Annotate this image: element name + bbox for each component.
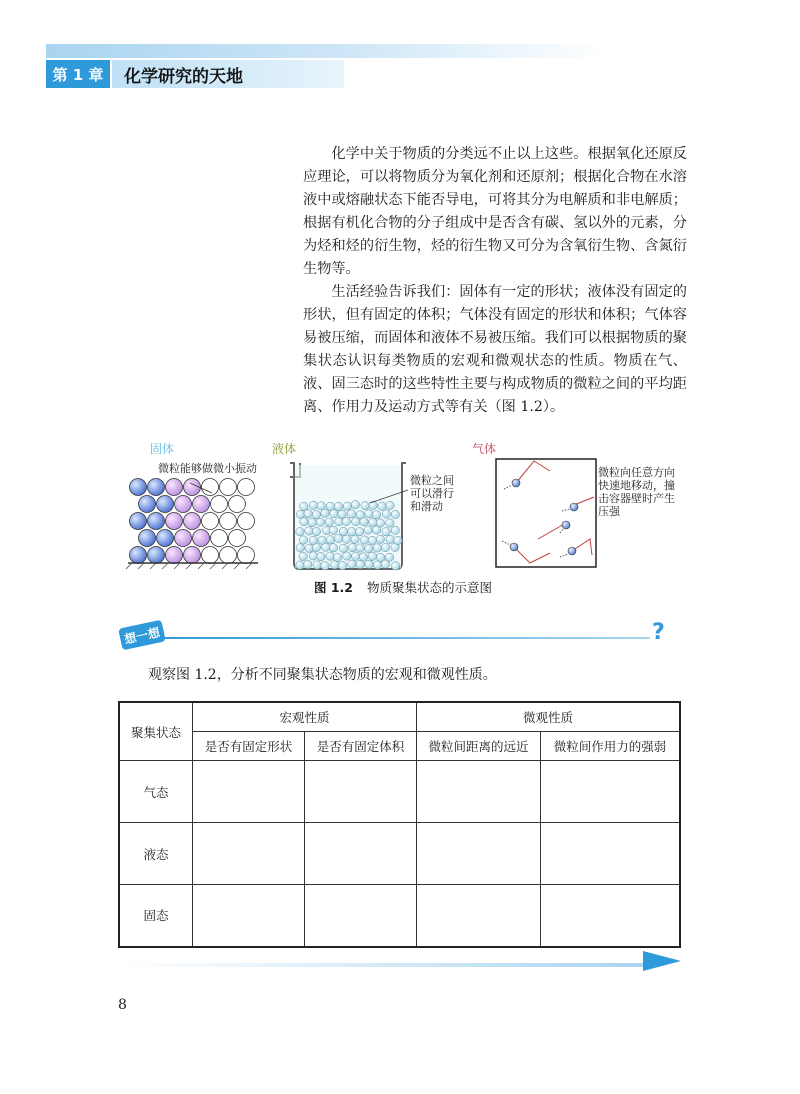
- solid-particle: [148, 479, 165, 496]
- liquid-particle: [351, 535, 359, 543]
- liquid-particle: [339, 527, 347, 535]
- solid-particle: [229, 496, 246, 513]
- liquid-particle: [365, 560, 373, 568]
- figure-caption: [314, 578, 492, 596]
- liquid-label: 液体: [272, 442, 297, 456]
- solid-particle: [148, 547, 165, 564]
- solid-particle: [202, 547, 219, 564]
- liquid-particle: [299, 536, 307, 544]
- solid-particle: [238, 479, 255, 496]
- table-cell[interactable]: [193, 823, 305, 885]
- liquid-particle: [361, 501, 369, 509]
- table-cell[interactable]: [417, 885, 541, 947]
- solid-particle: [184, 547, 201, 564]
- liquid-particle: [342, 535, 350, 543]
- liquid-particle: [352, 552, 360, 560]
- liquid-annotation-line: 微粒之间: [410, 474, 454, 487]
- liquid-annotation-line: 和滑动: [410, 500, 443, 513]
- liquid-particle: [364, 526, 372, 534]
- table-cell[interactable]: [305, 823, 417, 885]
- liquid-particle: [376, 535, 384, 543]
- liquid-particle: [369, 518, 377, 526]
- arrow-icon: [643, 951, 681, 971]
- subheader-shape: 是否有固定形状: [193, 732, 305, 761]
- micro-header: 微观性质: [417, 702, 681, 732]
- liquid-particle: [386, 501, 394, 509]
- properties-table: [118, 701, 681, 948]
- liquid-particle: [317, 502, 325, 510]
- liquid-annotation-line: 可以滑行: [410, 487, 454, 500]
- liquid-particle: [394, 536, 402, 544]
- table-cell[interactable]: [193, 761, 305, 823]
- solid-particle: [139, 530, 156, 547]
- solid-particle: [211, 530, 228, 547]
- liquid-particle: [317, 552, 325, 560]
- liquid-particle: [376, 553, 384, 561]
- liquid-particle: [329, 544, 337, 552]
- table-cell[interactable]: [417, 761, 541, 823]
- liquid-particle: [334, 502, 342, 510]
- figure-number: 图 1.2: [314, 580, 353, 595]
- chapter-number: 第 1 章: [46, 60, 110, 88]
- solid-lattice: [126, 479, 258, 570]
- liquid-particle: [365, 545, 373, 553]
- solid-particle: [157, 496, 174, 513]
- row-label: 液态: [119, 823, 193, 885]
- gas-annotation-line: 击容器壁时产生: [598, 492, 675, 505]
- liquid-particle: [309, 501, 317, 509]
- liquid-particle: [368, 552, 376, 560]
- paragraph-2: 生活经验告诉我们：固体有一定的形状；液体没有固定的形状，但有固定的体积；气体没有固定的形状和体积；气体容易被压缩，而固体和液体不易被压缩。我们可以根据物质的聚集状态认识每类物质的宏观和微观状态的性质。物质在气、液、固三态时的这些特性主要与构成物质的微粒之间的平均距离、作用力及运动方式等有关（图 1.2）。: [303, 284, 687, 415]
- table-cell[interactable]: [541, 823, 681, 885]
- liquid-particle: [338, 561, 346, 569]
- row-label: 固态: [119, 885, 193, 947]
- liquid-particle: [313, 561, 321, 569]
- liquid-particle: [348, 528, 356, 536]
- liquid-particle: [391, 510, 399, 518]
- table-cell[interactable]: [541, 761, 681, 823]
- solid-particle: [193, 496, 210, 513]
- solid-particle: [220, 547, 237, 564]
- liquid-particle: [347, 510, 355, 518]
- solid-particle: [229, 530, 246, 547]
- gas-annotation-line: 压强: [598, 505, 620, 518]
- liquid-particle: [312, 527, 320, 535]
- figure-caption-text: 物质聚集状态的示意图: [367, 580, 493, 595]
- subheader-volume: 是否有固定体积: [305, 732, 417, 761]
- solid-particle: [130, 547, 147, 564]
- liquid-particle: [312, 511, 320, 519]
- solid-particle: [166, 513, 183, 530]
- page-number: 8: [118, 997, 127, 1013]
- liquid-particle: [304, 560, 312, 568]
- liquid-particle: [309, 552, 317, 560]
- footer-divider: [120, 963, 650, 967]
- solid-particle: [238, 513, 255, 530]
- question-mark-icon: ?: [652, 620, 665, 645]
- think-prompt: 观察图 1.2，分析不同聚集状态物质的宏观和微观性质。: [148, 667, 497, 683]
- liquid-particle: [372, 511, 380, 519]
- gas-annotation: [598, 466, 675, 518]
- row-label: 气态: [119, 761, 193, 823]
- liquid-particle: [365, 510, 373, 518]
- liquid-particle: [305, 544, 313, 552]
- liquid-particle: [376, 519, 384, 527]
- table-cell[interactable]: [417, 823, 541, 885]
- liquid-particle: [386, 519, 394, 527]
- liquid-particle: [299, 552, 307, 560]
- solid-particle: [220, 479, 237, 496]
- liquid-particle: [296, 528, 304, 536]
- table-cell[interactable]: [193, 885, 305, 947]
- liquid-particle: [368, 536, 376, 544]
- liquid-particle: [385, 553, 393, 561]
- liquid-beaker: [290, 463, 408, 570]
- solid-particle: [175, 530, 192, 547]
- solid-particle: [139, 496, 156, 513]
- liquid-particle: [342, 517, 350, 525]
- liquid-particle: [382, 510, 390, 518]
- liquid-particle: [326, 552, 334, 560]
- solid-particle: [202, 479, 219, 496]
- liquid-particle: [318, 536, 326, 544]
- solid-particle: [130, 513, 147, 530]
- liquid-particle: [329, 526, 337, 534]
- table-cell[interactable]: [541, 885, 681, 947]
- liquid-particle: [326, 536, 334, 544]
- chapter-title: 化学研究的天地: [112, 60, 344, 88]
- liquid-particle: [326, 502, 334, 510]
- liquid-particle: [339, 544, 347, 552]
- subheader-distance: 微粒间距离的远近: [417, 732, 541, 761]
- liquid-particle: [359, 553, 367, 561]
- liquid-particle: [382, 528, 390, 536]
- liquid-particle: [351, 501, 359, 509]
- liquid-particle: [325, 518, 333, 526]
- liquid-particle: [391, 562, 399, 570]
- table-row: [119, 761, 680, 823]
- solid-particle: [202, 513, 219, 530]
- solid-particle: [211, 496, 228, 513]
- liquid-particle: [373, 561, 381, 569]
- solid-particle: [238, 547, 255, 564]
- chapter-header: [46, 60, 344, 88]
- solid-particle: [130, 479, 147, 496]
- solid-particle: [220, 513, 237, 530]
- think-badge: 想一想: [118, 620, 166, 651]
- liquid-particle: [356, 544, 364, 552]
- liquid-particle: [343, 552, 351, 560]
- liquid-particle: [321, 562, 329, 570]
- solid-particle: [184, 513, 201, 530]
- liquid-particle: [338, 510, 346, 518]
- liquid-particle: [373, 544, 381, 552]
- liquid-particle: [386, 535, 394, 543]
- liquid-particle: [300, 502, 308, 510]
- liquid-particle: [316, 518, 324, 526]
- liquid-particle: [378, 502, 386, 510]
- paragraph-1: 化学中关于物质的分类远不止以上这些。根据氧化还原反应理论，可以将物质分为氧化剂和还原剂；根据化合物在水溶液中或熔融状态下能否导电，可将其分为电解质和非电解质；根据有机化合物的分子组成中是否含有碳、氢以外的元素，分为烃和烃的衍生物，烃的衍生物又可分为含氧衍生物、含氮衍生物等。: [303, 146, 687, 277]
- solid-particle: [193, 530, 210, 547]
- solid-particle: [166, 479, 183, 496]
- liquid-particle: [348, 543, 356, 551]
- liquid-particle: [356, 560, 364, 568]
- liquid-particle: [360, 536, 368, 544]
- liquid-particle: [356, 528, 364, 536]
- solid-annotation: 微粒能够做微小振动: [158, 462, 257, 475]
- liquid-particle: [309, 536, 317, 544]
- think-divider: [150, 637, 650, 639]
- table-row: [119, 885, 680, 947]
- table-cell[interactable]: [305, 761, 417, 823]
- solid-particle: [148, 513, 165, 530]
- liquid-particle: [343, 502, 351, 510]
- liquid-particle: [296, 510, 304, 518]
- liquid-particle: [296, 561, 304, 569]
- subheader-force: 微粒间作用力的强弱: [541, 732, 681, 761]
- liquid-particle: [391, 526, 399, 534]
- table-row: [119, 823, 680, 885]
- solid-particle: [175, 496, 192, 513]
- liquid-particle: [296, 544, 304, 552]
- body-text: [303, 143, 687, 419]
- liquid-particle: [334, 534, 342, 542]
- gas-label: 气体: [472, 442, 497, 456]
- liquid-particle: [305, 527, 313, 535]
- macro-header: 宏观性质: [193, 702, 417, 732]
- liquid-particle: [356, 511, 364, 519]
- liquid-particle: [304, 510, 312, 518]
- liquid-particle: [348, 560, 356, 568]
- state-header: 聚集状态: [119, 702, 193, 761]
- solid-particle: [157, 530, 174, 547]
- liquid-particle: [381, 543, 389, 551]
- solid-particle: [166, 547, 183, 564]
- table-cell[interactable]: [305, 885, 417, 947]
- gas-annotation-line: 微粒向任意方向: [598, 466, 675, 479]
- gas-container: [496, 459, 596, 567]
- solid-label: 固体: [150, 442, 175, 456]
- header-band: [46, 44, 606, 58]
- liquid-annotation: [410, 474, 454, 513]
- gas-annotation-line: 快速地移动，撞: [598, 479, 675, 492]
- liquid-particle: [334, 553, 342, 561]
- liquid-particle: [308, 518, 316, 526]
